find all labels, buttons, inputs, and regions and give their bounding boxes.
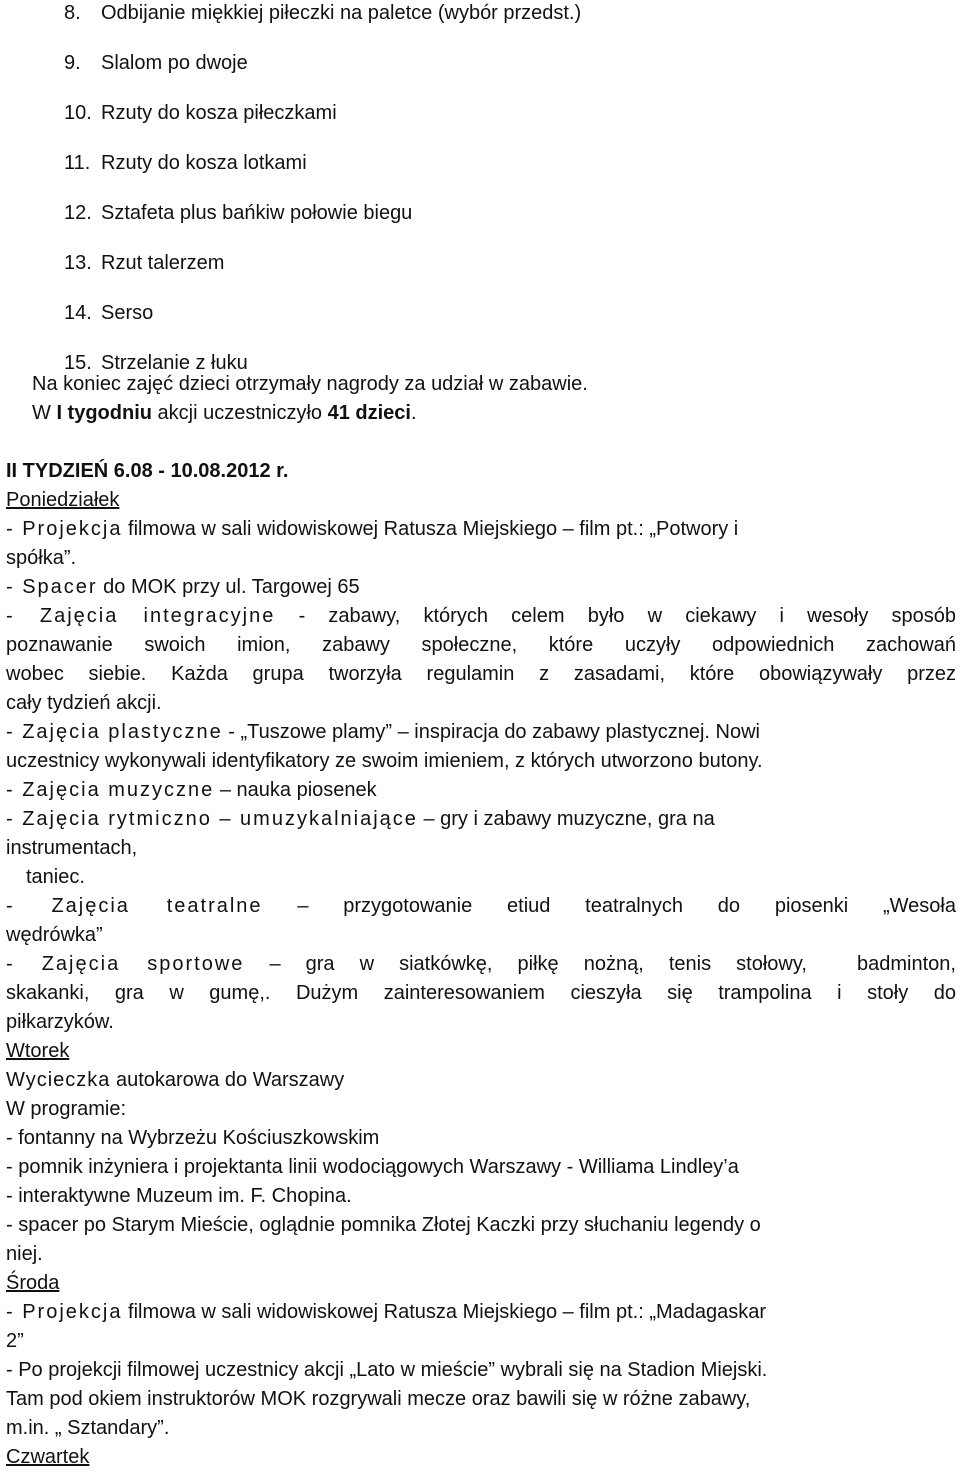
monday-line: - Zajęcia plastyczne - „Tuszowe plamy” – inspiracja do zabawy plastycznej. Nowi — [6, 721, 760, 743]
monday-line: spółka”. — [6, 547, 77, 569]
wednesday-line: Tam pod okiem instruktorów MOK rozgrywali mecze oraz bawili się w różne zabawy, — [6, 1388, 751, 1410]
wednesday-line: m.in. „ Sztandary”. — [6, 1417, 170, 1439]
monday-line: skakanki, gra w gumę,. Dużym zainteresowaniem cieszyła się trampolina i stoły do — [6, 982, 956, 1004]
monday-line: - Zajęcia muzyczne – nauka piosenek — [6, 779, 377, 801]
day-label-tuesday: Wtorek — [6, 1040, 70, 1062]
monday-line: cały tydzień akcji. — [6, 692, 162, 714]
monday-line: uczestnicy wykonywali identyfikatory ze swoim imieniem, z których utworzono butony. — [6, 750, 763, 772]
list-item: 15. Strzelanie z łuku — [64, 352, 248, 374]
list-item: 11. Rzuty do kosza lotkami — [64, 152, 307, 174]
tuesday-line: - pomnik inżyniera i projektanta linii wodociągowych Warszawy - Williama Lindley’a — [6, 1156, 739, 1178]
list-item: 14. Serso — [64, 302, 154, 324]
list-item: 13. Rzut talerzem — [64, 252, 225, 274]
wednesday-line: - Projekcja filmowa w sali widowiskowej Ratusza Miejskiego – film pt.: „Madagaskar — [6, 1301, 767, 1323]
day-label-monday: Poniedziałek — [6, 489, 120, 511]
tuesday-line: - interaktywne Muzeum im. F. Chopina. — [6, 1185, 352, 1207]
wednesday-line: 2” — [6, 1330, 24, 1352]
numbered-list — [64, 0, 944, 377]
tuesday-line: - spacer po Starym Mieście, oglądnie pomnika Złotej Kaczki przy słuchaniu legendy o — [6, 1214, 761, 1236]
monday-line: taniec. — [26, 866, 85, 888]
monday-line: wędrówka” — [6, 924, 103, 946]
monday-line: - Zajęcia integracyjne - zabawy, których celem było w ciekawy i wesoły sposób — [6, 605, 956, 627]
tuesday-line: W programie: — [6, 1098, 127, 1120]
list-item: 8. Odbijanie miękkiej piłeczki na paletce (wybór przedst.) — [64, 2, 582, 24]
list-item: 10. Rzuty do kosza piłeczkami — [64, 102, 337, 124]
monday-line: poznawanie swoich imion, zabawy społeczne, które uczyły odpowiednich zachowań — [6, 634, 956, 656]
tuesday-line: Wycieczka autokarowa do Warszawy — [6, 1069, 345, 1091]
tuesday-line: niej. — [6, 1243, 43, 1265]
monday-line: - Zajęcia teatralne – przygotowanie etiud teatralnych do piosenki „Wesoła — [6, 895, 956, 917]
document-body — [6, 370, 956, 1472]
paragraph-after-list: Na koniec zajęć dzieci otrzymały nagrody za udział w zabawie. — [32, 373, 588, 395]
day-label-thursday: Czwartek — [6, 1446, 90, 1468]
monday-line: - Spacer do MOK przy ul. Targowej 65 — [6, 576, 360, 598]
week2-heading: II TYDZIEŃ 6.08 - 10.08.2012 r. — [6, 460, 289, 482]
day-label-wednesday: Środa — [6, 1272, 60, 1294]
monday-line: instrumentach, — [6, 837, 138, 859]
tuesday-line: - fontanny na Wybrzeżu Kościuszkowskim — [6, 1127, 380, 1149]
monday-line: - Zajęcia sportowe – gra w siatkówkę, piłkę nożną, tenis stołowy, badminton, — [6, 953, 956, 975]
week1-summary: W I tygodniu akcji uczestniczyło 41 dzieci. — [32, 402, 417, 424]
monday-line: piłkarzyków. — [6, 1011, 114, 1033]
monday-line: - Projekcja filmowa w sali widowiskowej Ratusza Miejskiego – film pt.: „Potwory i — [6, 518, 739, 540]
list-item: 12. Sztafeta plus bańkiw połowie biegu — [64, 202, 413, 224]
wednesday-line: - Po projekcji filmowej uczestnicy akcji „Lato w mieście” wybrali się na Stadion Miejski. — [6, 1359, 768, 1381]
monday-line: - Zajęcia rytmiczno – umuzykalniające – gry i zabawy muzyczne, gra na — [6, 808, 715, 830]
list-item: 9. Slalom po dwoje — [64, 52, 248, 74]
monday-line: wobec siebie. Każda grupa tworzyła regulamin z zasadami, które obowiązywały przez — [6, 663, 956, 685]
